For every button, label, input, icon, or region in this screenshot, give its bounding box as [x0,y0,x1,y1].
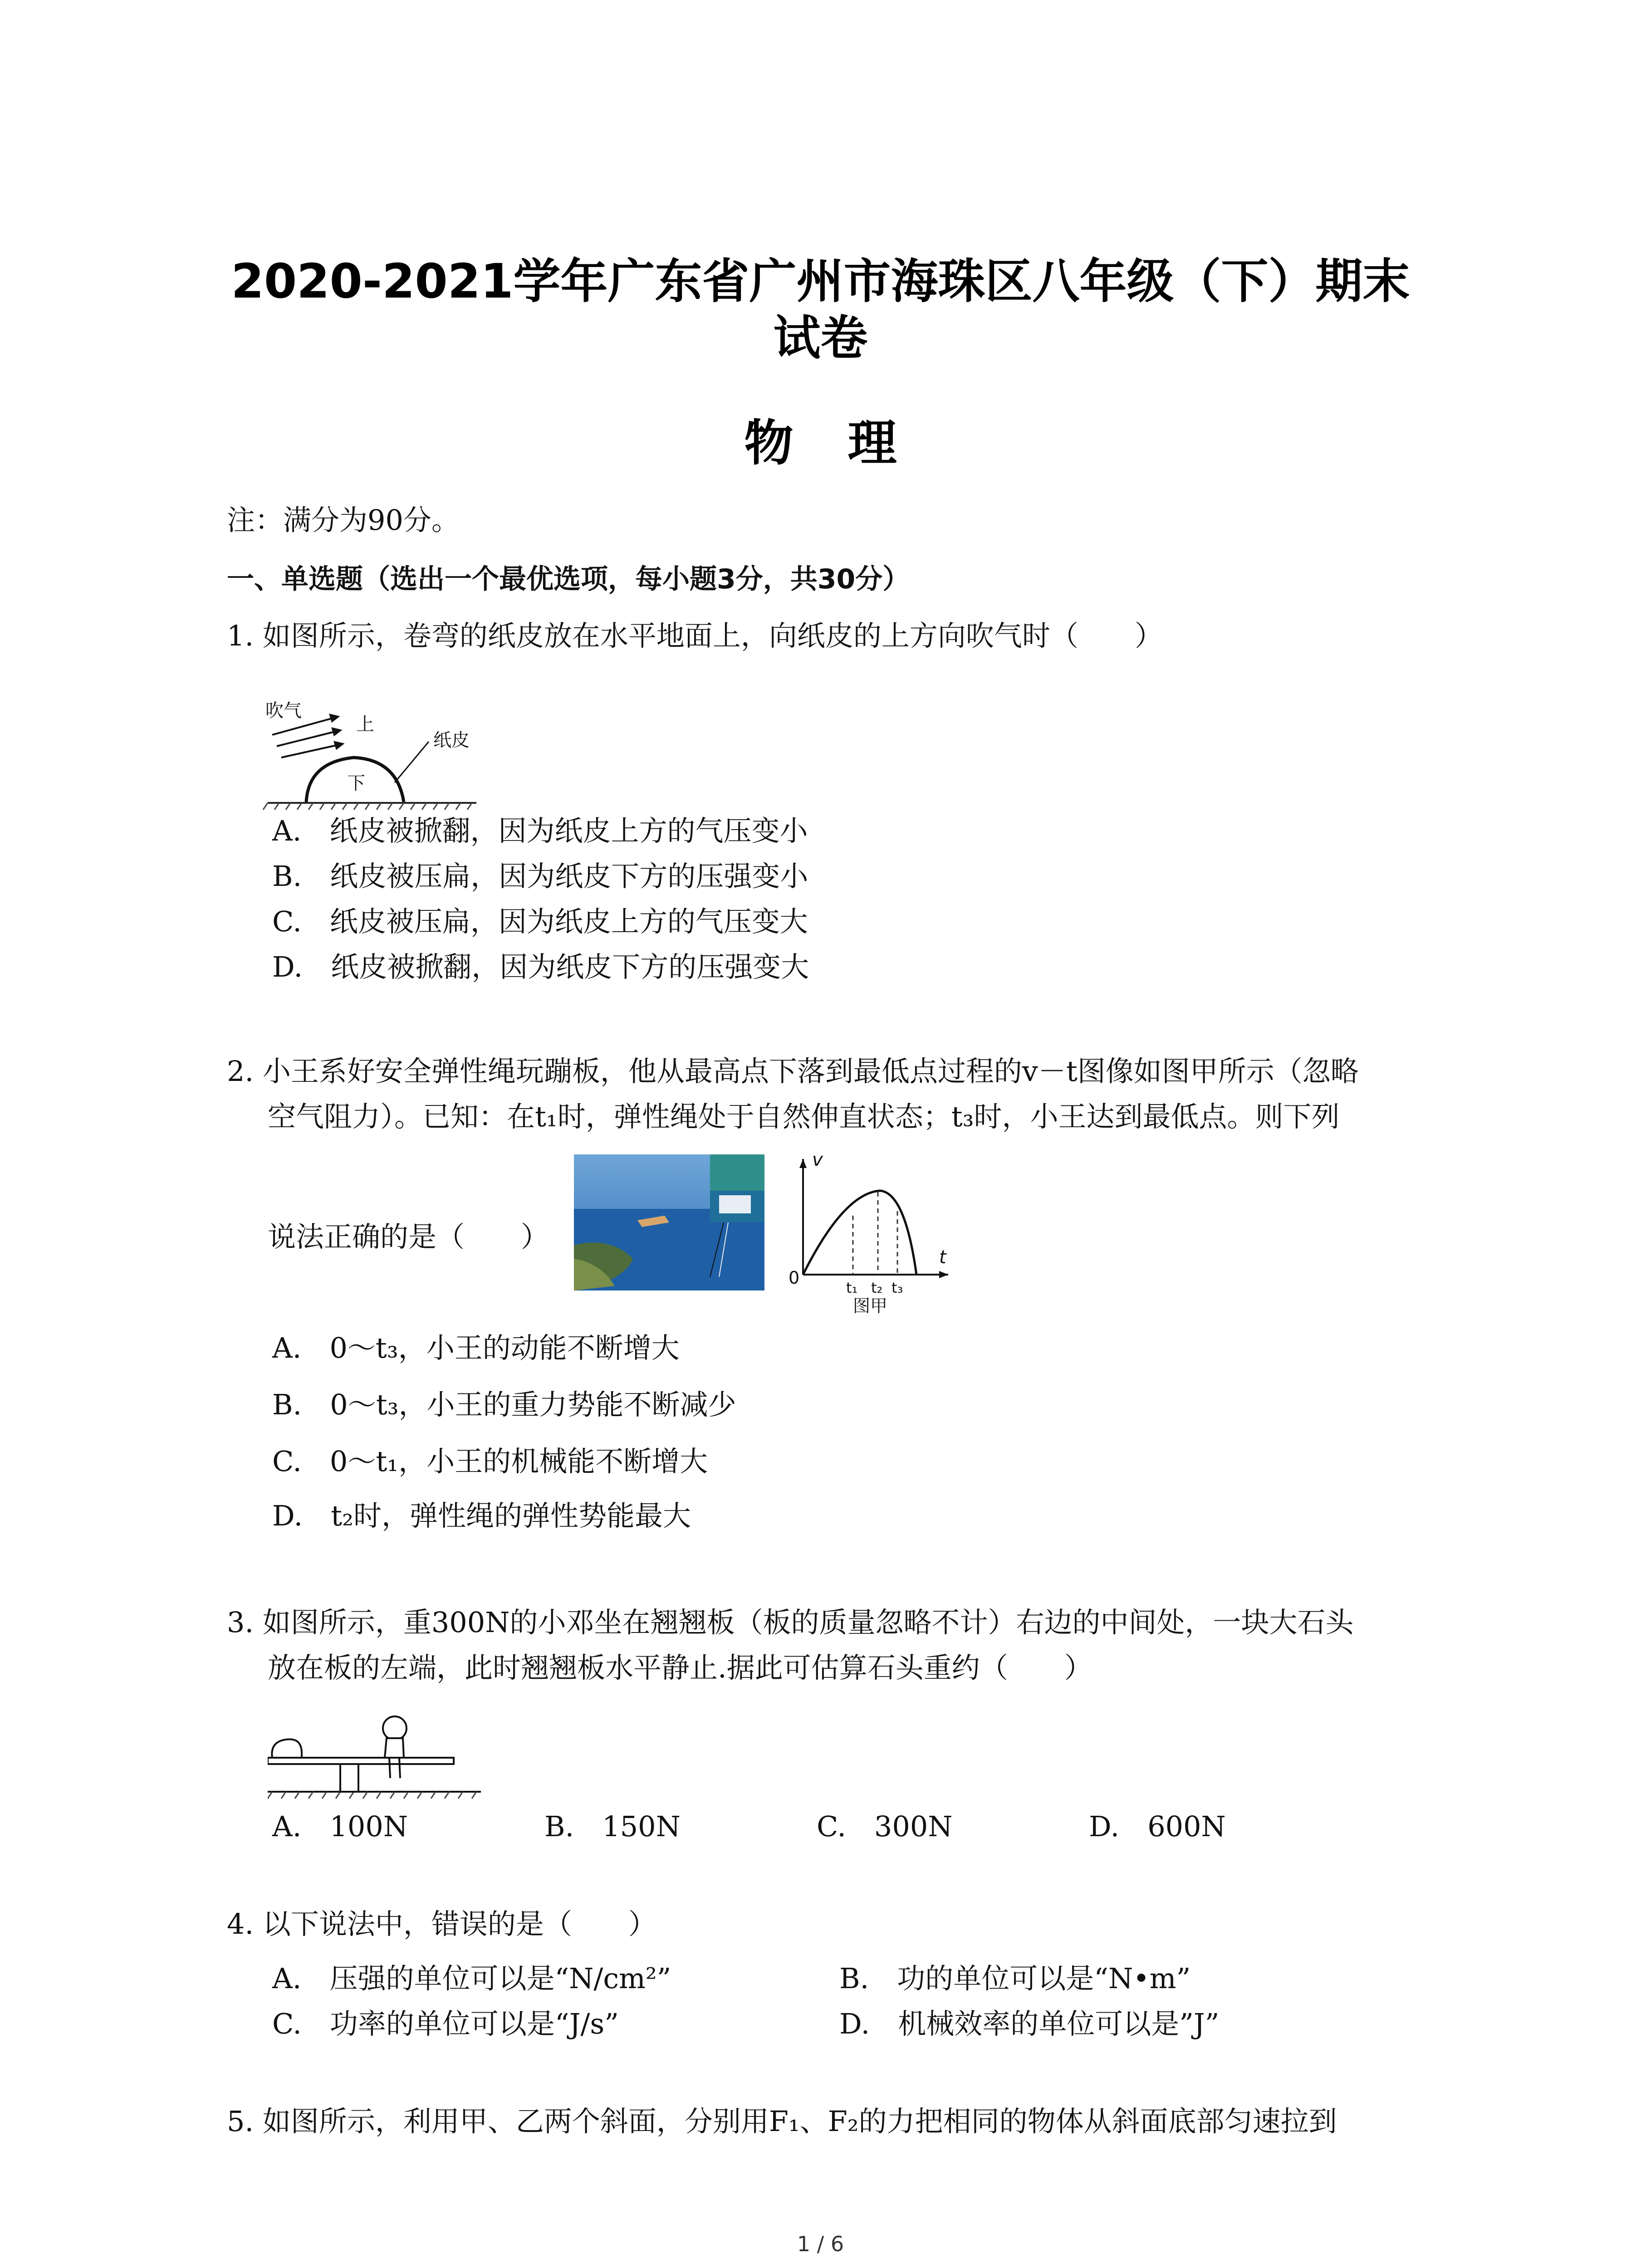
q2-axis-v: v [812,1152,823,1170]
q4-stem: 4. 以下说法中，错误的是（ ） [227,1907,656,1941]
q4-option-b: B. 功的单位可以是“N•m” [839,1962,1191,1995]
q2-stem-line2: 空气阻力）。已知：在t₁时，弹性绳处于自然伸直状态；t₃时，小王达到最低点。则下列 [268,1100,1340,1133]
exam-title-line1: 2020-2021学年广东省广州市海珠区八年级（下）期末 [231,254,1410,309]
exam-title-line2: 试卷 [773,310,868,366]
subject-title: 物理 [744,415,951,472]
q3-stem-line1: 3. 如图所示，重300N的小邓坐在翘翘板（板的质量忽略不计）右边的中间处，一块大石头 [227,1606,1354,1639]
q1-option-c: C. 纸皮被压扁，因为纸皮上方的气压变大 [272,905,808,938]
q4-option-d: D. 机械效率的单位可以是”J” [839,2007,1220,2040]
q2-tick-t1: t₁ [846,1279,858,1296]
q3-stem-line2: 放在板的左端，此时翘翘板水平静止.据此可估算石头重约（ ） [268,1651,1092,1684]
q1-label-paper: 纸皮 [433,730,470,751]
q2-axis-t: t [939,1247,946,1268]
q2-stem-line1: 2. 小王系好安全弹性绳玩蹦板，他从最高点下落到最低点过程的v－t图像如图甲所示（忽略 [227,1055,1359,1088]
q3-option-c: C. 300N [817,1810,953,1843]
q5-stem: 5. 如图所示，利用甲、乙两个斜面，分别用F₁、F₂的力把相同的物体从斜面底部匀速拉到 [227,2105,1337,2138]
q4-option-a: A. 压强的单位可以是“N/cm²” [272,1962,671,1995]
q1-option-d: D. 纸皮被掀翻，因为纸皮下方的压强变大 [272,950,809,983]
q1-option-a: A. 纸皮被掀翻，因为纸皮上方的气压变小 [272,814,808,847]
q2-vt-graph [780,1152,962,1315]
q1-label-blow: 吹气 [265,700,302,721]
q2-option-d: D. t₂时，弹性绳的弹性势能最大 [272,1499,691,1532]
q1-label-down: 下 [347,773,365,794]
q1-option-b: B. 纸皮被压扁，因为纸皮下方的压强变小 [272,860,808,893]
page-number: 1 / 6 [797,2232,844,2256]
q1-stem: 1. 如图所示，卷弯的纸皮放在水平地面上，向纸皮的上方向吹气时（ ） [227,619,1163,652]
q2-option-c: C. 0～t₁，小王的机械能不断增大 [272,1445,708,1478]
q2-stem-line3: 说法正确的是（ ） [268,1220,549,1253]
q3-seesaw-figure [268,1710,490,1801]
q2-bungee-photo [574,1154,764,1290]
q1-label-up: 上 [356,714,374,735]
q2-tick-t3: t₃ [892,1279,903,1296]
q4-option-c: C. 功率的单位可以是“J/s” [272,2007,619,2040]
q2-tick-t2: t₂ [871,1279,883,1296]
q3-option-a: A. 100N [272,1810,408,1843]
q3-option-d: D. 600N [1089,1810,1226,1843]
q2-graph-caption: 图甲 [853,1296,888,1315]
q2-option-b: B. 0～t₃，小王的重力势能不断减少 [272,1388,736,1421]
q2-origin: 0 [789,1268,800,1288]
score-note: 注：满分为90分。 [227,503,460,537]
q2-option-a: A. 0～t₃，小王的动能不断增大 [272,1331,680,1364]
section-heading: 一、单选题（选出一个最优选项，每小题3分，共30分） [227,563,910,595]
q3-option-b: B. 150N [544,1810,681,1843]
q1-paper-figure [259,699,495,812]
